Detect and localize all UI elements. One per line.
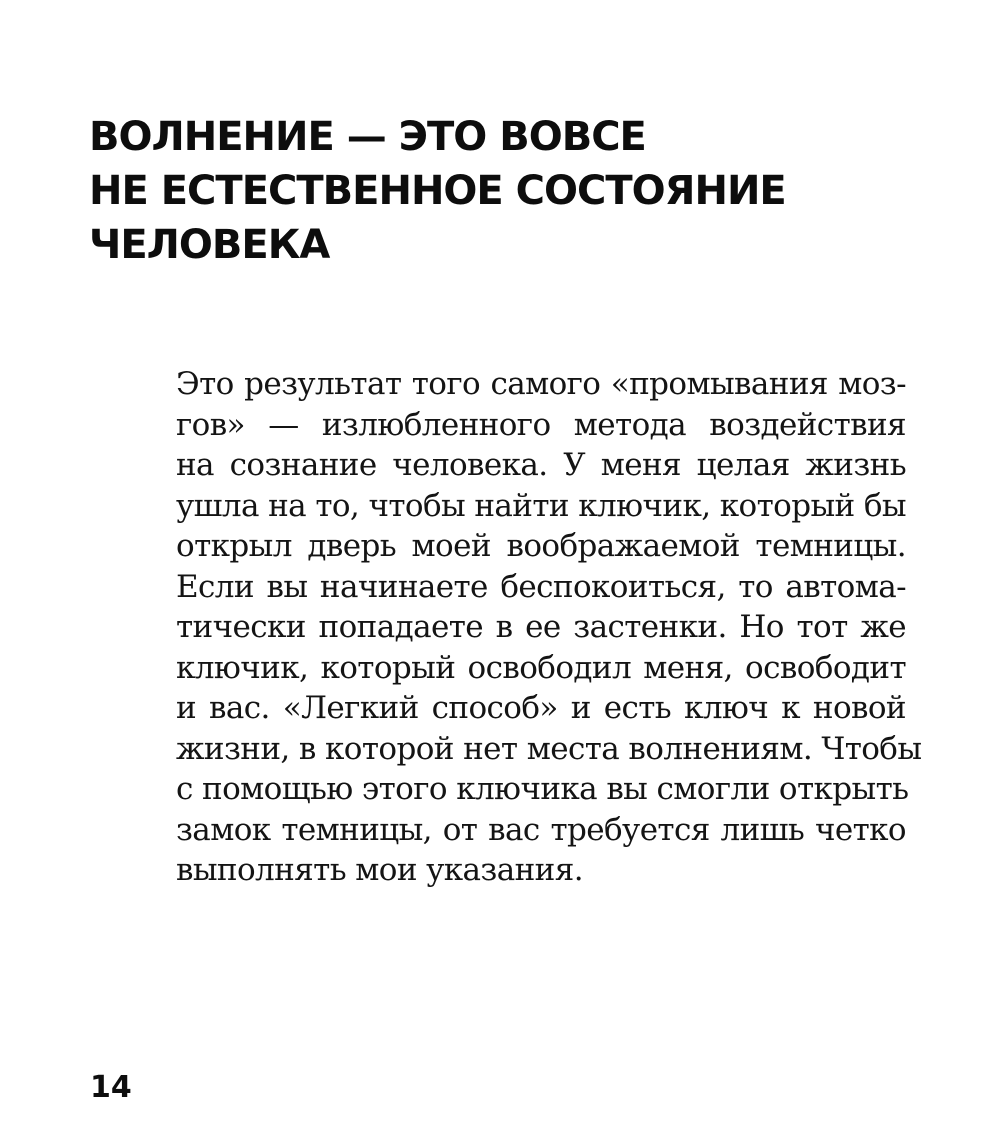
text-line: с помощью этого ключика вы смогли открыть <box>176 771 909 807</box>
text-line: Если вы начинаете беспокоиться, то автома- <box>176 568 906 605</box>
text-line: и вас. «Легкий способ» и есть ключ к новой <box>176 690 906 726</box>
text-line: тически попадаете в ее застенки. Но тот же <box>176 609 906 645</box>
text-line: Это результат того самого «промывания моз- <box>176 366 906 402</box>
heading-line: НЕ ЕСТЕСТВЕННОЕ СОСТОЯНИЕ <box>89 168 786 214</box>
text-line: ключик, который освободил меня, освободит <box>176 649 906 686</box>
text-line: открыл дверь моей воображаемой темницы. <box>176 528 906 564</box>
text-line: ушла на то, чтобы найти ключик, который бы <box>176 487 906 524</box>
text-line: выполнять мои указания. <box>176 852 583 888</box>
page-number: 14 <box>90 1070 132 1105</box>
text-line: на сознание человека. У меня целая жизнь <box>176 447 906 483</box>
body-paragraph <box>176 364 922 904</box>
text-line: жизни, в которой нет места волнениям. Чтобы <box>176 730 922 767</box>
heading-line: ЧЕЛОВЕКА <box>89 222 330 268</box>
text-line: замок темницы, от вас требуется лишь четко <box>176 811 906 848</box>
chapter-heading <box>89 110 786 272</box>
heading-line: ВОЛНЕНИЕ — ЭТО ВОВСЕ <box>89 114 646 160</box>
text-line: гов» — излюбленного метода воздействия <box>176 406 906 443</box>
